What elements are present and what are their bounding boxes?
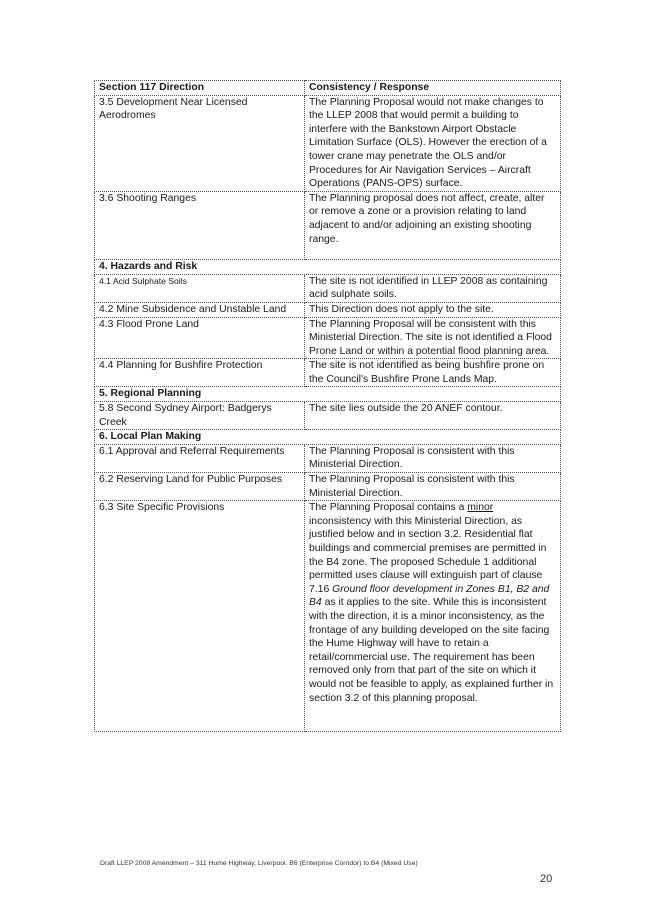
italic-clause-title: Ground floor development in Zones B1, B2 and B4 (309, 583, 550, 609)
section-heading: 6. Local Plan Making (95, 430, 561, 445)
table-row (95, 95, 561, 191)
direction-cell: 4.1 Acid Sulphate Soils (95, 274, 305, 302)
direction-cell: 6.3 Site Specific Provisions (95, 501, 305, 732)
table-row (95, 501, 561, 732)
response-cell (305, 191, 561, 259)
direction-cell: 6.1 Approval and Referral Requirements (95, 444, 305, 472)
direction-cell: 3.5 Development Near Licensed Aerodromes (95, 95, 305, 191)
page-number: 20 (540, 873, 553, 885)
response-text: inconsistency with this Ministerial Direction, as justified below and in section 3.2. Residential flat buildings and commercial premises are permitted in the B4 zone. The proposed Schedule 1 additional permitted uses clause will extinguish part of clause 7.16 (309, 515, 547, 595)
table-header-row (95, 81, 561, 96)
table-row (95, 191, 561, 259)
table-row (95, 317, 561, 359)
table-row (95, 274, 561, 302)
response-cell: This Direction does not apply to the site. (305, 302, 561, 317)
direction-cell: 4.3 Flood Prone Land (95, 317, 305, 359)
response-cell: The site is not identified in LLEP 2008 as containing acid sulphate soils. (305, 274, 561, 302)
header-consistency: Consistency / Response (305, 81, 561, 96)
response-cell: The site is not identified as being bushfire prone on the Council's Bushfire Prone Lands Map. (305, 359, 561, 387)
underlined-word: minor (467, 502, 494, 514)
page-footer: Draft LLEP 2008 Amendment – 311 Hume Highway, Liverpool. B6 (Enterprise Corridor) to B4 (Mixed Use) (100, 860, 418, 867)
section-heading-row (95, 430, 561, 445)
direction-cell: 4.2 Mine Subsidence and Unstable Land (95, 302, 305, 317)
response-cell: The site lies outside the 20 ANEF contour. (305, 402, 561, 430)
table-row (95, 359, 561, 387)
direction-cell: 6.2 Reserving Land for Public Purposes (95, 473, 305, 501)
table-row (95, 402, 561, 430)
response-cell: The Planning Proposal is consistent with this Ministerial Direction. (305, 444, 561, 472)
header-direction: Section 117 Direction (95, 81, 305, 96)
table-row (95, 444, 561, 472)
section-heading: 5. Regional Planning (95, 387, 561, 402)
direction-cell: 5.8 Second Sydney Airport: Badgerys Creek (95, 402, 305, 430)
direction-cell: 4.4 Planning for Bushfire Protection (95, 359, 305, 387)
response-text: as it applies to the site. While this is inconsistent with the direction, it is a minor inconsistency, as the frontage of any building developed on the site facing the Hume Highway will have to retain a retail/commercial use. The requirement has been removed only from that part of the site on which it would not be feasible to apply, as explained further in section 3.2 of this planning proposal. (309, 597, 554, 704)
table-row (95, 302, 561, 317)
section-117-table (94, 80, 561, 732)
response-text: The Planning Proposal contains a (309, 502, 468, 514)
response-text: The Planning proposal does not affect, create, alter or remove a zone or a provision relating to land adjacent to and/or adjoining an existing shooting range. (309, 192, 545, 245)
response-cell: The Planning Proposal is consistent with this Ministerial Direction. (305, 473, 561, 501)
direction-cell: 3.6 Shooting Ranges (95, 191, 305, 259)
response-cell: The Planning Proposal will be consistent with this Ministerial Direction. The site is not identified a Flood Prone Land or within a potential flood planning area. (305, 317, 561, 359)
table-row (95, 473, 561, 501)
section-heading: 4. Hazards and Risk (95, 260, 561, 275)
response-cell (305, 501, 561, 732)
response-cell: The Planning Proposal would not make changes to the LLEP 2008 that would permit a building to interfere with the Bankstown Airport Obstacle Limitation Surface (OLS). However the erection of a tower crane may penetrate the OLS and/or Procedures for Air Navigation Services – Aircraft Operations (PANS-OPS) surface. (305, 95, 561, 191)
section-heading-row (95, 260, 561, 275)
section-heading-row (95, 387, 561, 402)
